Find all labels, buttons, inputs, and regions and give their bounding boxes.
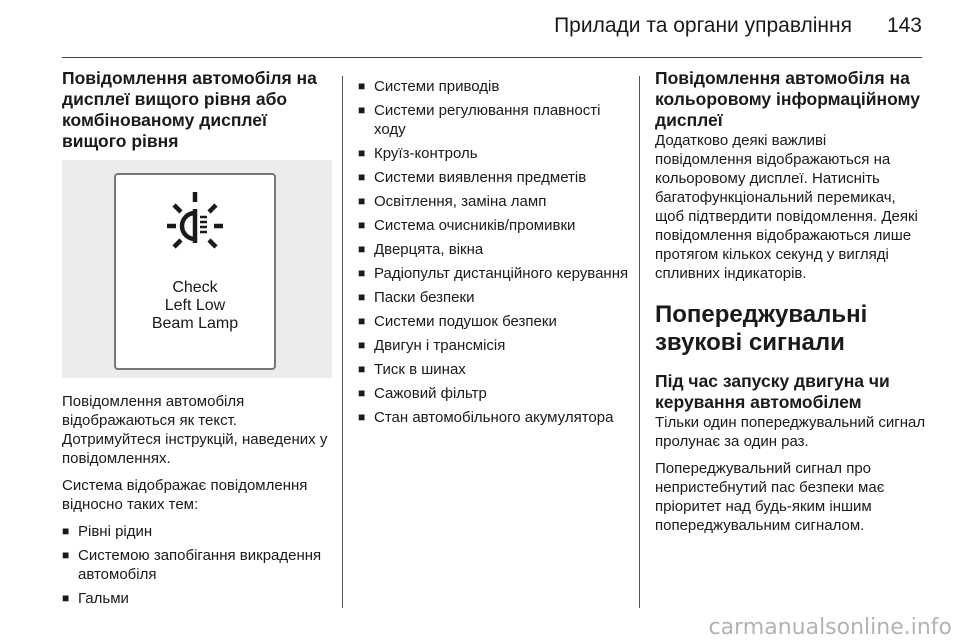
list-item: ■ Паски безпеки: [358, 288, 630, 307]
topics-list-part-1: [62, 522, 332, 608]
list-item: ■ Освітлення, заміна ламп: [358, 192, 630, 211]
list-item: ■ Гальми: [62, 589, 332, 608]
display-line-3: Beam Lamp: [151, 315, 239, 332]
info-display: [114, 173, 276, 370]
subheading-engine-start: Під час запуску двигуна чи керування автомобілем: [655, 371, 890, 412]
list-item: ■ Рівні рідин: [62, 522, 332, 541]
section-heading-color-display: Повідомлення автомобіля на кольоровому інформаційному дисплеї: [655, 68, 920, 130]
topics-list-part-2: [358, 77, 630, 427]
display-line-2: Left Low: [164, 297, 226, 314]
list-item: ■ Сажовий фільтр: [358, 384, 630, 403]
page-number: 143: [886, 14, 922, 37]
list-item: ■ Круїз-контроль: [358, 144, 630, 163]
section-heading-warning-chimes: Попереджувальні звукові сигнали: [655, 301, 868, 356]
header-divider: [62, 57, 922, 58]
display-message: [116, 279, 274, 333]
list-item: ■ Стан автомобільного акумулятора: [358, 408, 630, 427]
list-item: ■ Дверцята, вікна: [358, 240, 630, 259]
paragraph-seatbelt-chime: Попереджувальний сигнал про непристебнутий пас безпеки має пріоритет над будь-яким іншим попереджувальним сигналом.: [655, 460, 885, 534]
paragraph-color-display: Додатково деякі важливі повідомлення відображаються на кольоровому дисплеї. Натисніть багатофункціональний перемикач, щоб підтвердити повідомлення. Деякі повідомлення відображаються лише протягом кількох секунд у вигляді спливних індикаторів.: [655, 132, 918, 282]
list-item: ■ Тиск в шинах: [358, 360, 630, 379]
column-2: [358, 77, 630, 432]
list-item: ■ Системи приводів: [358, 77, 630, 96]
column-divider-2: [639, 76, 640, 608]
section-heading-upper-display: Повідомлення автомобіля на дисплеї вищого рівня або комбінованому дисплеї вищого рівня: [62, 68, 317, 151]
list-item: ■ Двигун і трансмісія: [358, 336, 630, 355]
page-header-title: Прилади та органи управління: [554, 14, 852, 37]
list-item: ■ Система очисників/промивки: [358, 216, 630, 235]
list-item: ■ Системою запобігання викрадення автомобіля: [62, 546, 332, 584]
list-item: ■ Радіопульт дистанційного керування: [358, 264, 630, 283]
column-3: [655, 68, 927, 535]
list-item: ■ Системи виявлення предметів: [358, 168, 630, 187]
paragraph-intro: Повідомлення автомобіля відображаються як текст. Дотримуйтеся інструкцій, наведених у повідомленнях.: [62, 393, 328, 467]
column-divider-1: [342, 76, 343, 608]
watermark: carmanualsonline.info: [708, 615, 952, 640]
beam-lamp-warning-icon: [160, 185, 230, 271]
column-1: [62, 68, 332, 613]
paragraph-one-chime: Тільки один попереджувальний сигнал пролунає за один раз.: [655, 414, 926, 450]
display-line-1: Check: [172, 279, 218, 296]
list-item: ■ Системи регулювання плавності ходу: [358, 101, 630, 139]
display-figure: [62, 160, 332, 378]
paragraph-topics: Система відображає повідомлення відносно таких тем:: [62, 477, 308, 513]
list-item: ■ Системи подушок безпеки: [358, 312, 630, 331]
